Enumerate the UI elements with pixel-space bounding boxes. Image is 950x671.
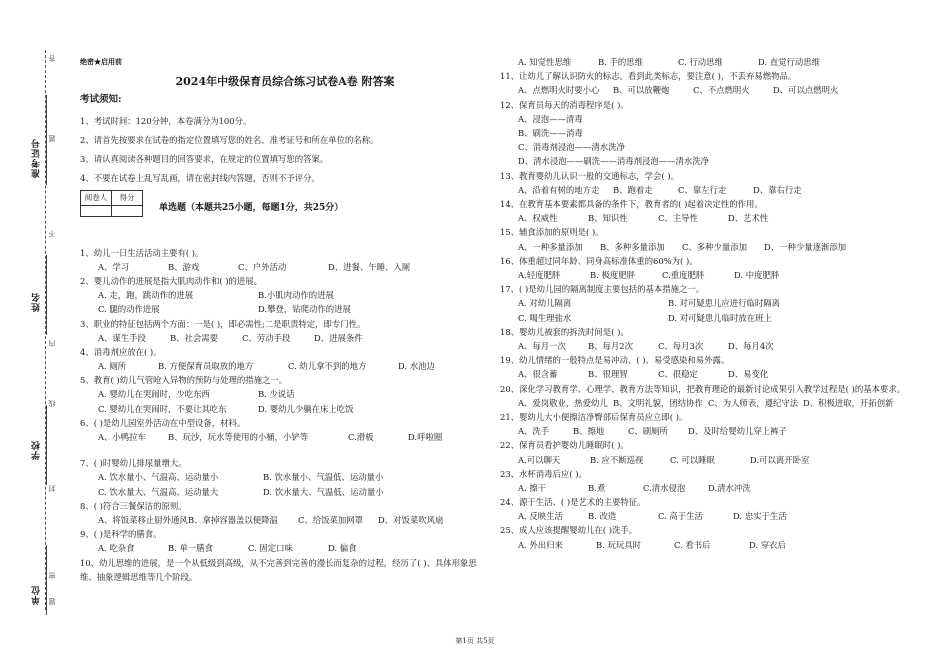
score-cell[interactable] bbox=[112, 206, 143, 217]
option-row bbox=[80, 513, 490, 527]
answer-option[interactable]: C、为人师表，遵纪守法 bbox=[708, 397, 799, 408]
answer-option[interactable]: D、清水浸泡——刷洗——消毒剂浸泡——清水洗净 bbox=[518, 156, 709, 167]
field-label-unit: 单位 bbox=[32, 585, 42, 605]
question-text: 24、源于生活、( )是艺术的主要特征。 bbox=[500, 497, 646, 508]
answer-option[interactable]: B、很理智 bbox=[588, 369, 628, 380]
name-field[interactable] bbox=[46, 255, 57, 335]
answer-option[interactable]: D. 穿衣后 bbox=[749, 539, 786, 550]
question-text: 21、婴幼儿大小便擦洁净臀部后保育员应立即( )。 bbox=[500, 411, 688, 422]
option-row bbox=[500, 367, 920, 381]
option-row bbox=[500, 311, 920, 325]
option-row bbox=[500, 396, 920, 410]
answer-option[interactable]: A. 厕所 bbox=[98, 361, 127, 372]
question-text: 15、辅食添加的原则是( )。 bbox=[500, 227, 604, 238]
question-text: 5、教育( )幼儿气管呛入异物的预防与处理的措施之一。 bbox=[80, 375, 288, 386]
answer-option[interactable]: C. 婴幼儿在哭闹时，不要让其吃东 bbox=[98, 403, 227, 414]
section-title: 单选题（本题共25小题，每题1分，共25分） bbox=[159, 202, 344, 213]
option-row bbox=[80, 302, 490, 316]
answer-option[interactable]: C、刷厕所 bbox=[628, 426, 668, 437]
answer-option[interactable]: C、很稳定 bbox=[658, 369, 698, 380]
question-text: 6、( )是幼儿园室外活动在中型设备，材料。 bbox=[80, 417, 246, 428]
question-text: 11、让幼儿了解认识防火的标志。看到此类标志，要注意( )，不丢弃易燃物品。 bbox=[500, 71, 797, 82]
field-label-exam-id: 准考证号 bbox=[32, 138, 42, 178]
answer-option[interactable]: B、社会需要 bbox=[170, 332, 219, 343]
question-text: 25、成人应该提醒婴幼儿在( )洗手。 bbox=[500, 525, 638, 536]
answer-option[interactable]: D、可以点燃明火 bbox=[773, 85, 839, 96]
question-text: 3、职业的特征包括两个方面：一是( )，即必需性;二是职责特定，即专门性。 bbox=[80, 318, 366, 329]
answer-option[interactable]: C、多种少量添加 bbox=[682, 241, 748, 252]
answer-option[interactable]: D. 婴幼儿少躺在床上吃饭 bbox=[258, 403, 354, 414]
answer-option[interactable]: A、小鸭拉车 bbox=[98, 432, 146, 443]
option-row bbox=[500, 481, 920, 495]
answer-option[interactable]: D. 水池边 bbox=[398, 361, 435, 372]
seal-char: 题 bbox=[48, 135, 56, 142]
question-text: 9、( )是科学的膳食。 bbox=[80, 529, 162, 540]
option-row bbox=[500, 55, 920, 69]
answer-option[interactable]: A. 知觉性思维 bbox=[518, 57, 572, 67]
notice-item: 1、考试时间：120分钟，本卷满分为100分。 bbox=[80, 115, 252, 126]
answer-option[interactable]: C. 可以睡眠 bbox=[670, 454, 715, 465]
question-text: 4、消毒剂应放在( )。 bbox=[80, 346, 162, 357]
option-row bbox=[500, 296, 920, 310]
answer-option[interactable]: A、每月一次 bbox=[518, 340, 566, 351]
answer-option[interactable]: C. 行动思维 bbox=[678, 57, 723, 67]
option-row bbox=[500, 240, 920, 254]
question-text: 22、保育员看护婴幼儿睡眠时( )。 bbox=[500, 440, 629, 451]
answer-option[interactable]: A、一种多量添加 bbox=[518, 241, 583, 252]
option-row bbox=[80, 331, 490, 345]
question-text: 14、在教育基本要素都具备的条件下，教育者的( )起着决定性的作用。 bbox=[500, 198, 763, 209]
answer-option[interactable]: C、主导性 bbox=[658, 213, 698, 224]
answer-option[interactable]: B.煮 bbox=[588, 482, 606, 493]
answer-option[interactable]: D、易变化 bbox=[728, 369, 769, 380]
answer-option[interactable]: A. 反映生活 bbox=[518, 511, 563, 522]
answer-option[interactable]: D. 直觉行动思维 bbox=[758, 57, 820, 67]
answer-option[interactable]: D、靠右行走 bbox=[753, 184, 802, 195]
notice-item: 4、不要在试卷上乱写乱画，请在密封线内答题，否则不予评分。 bbox=[80, 172, 320, 183]
option-row bbox=[80, 359, 490, 373]
seal-char: 封 bbox=[48, 485, 56, 492]
answer-option[interactable]: A、谋生手段 bbox=[98, 332, 146, 343]
question-list bbox=[80, 246, 490, 445]
field-label-name: 姓名 bbox=[32, 292, 42, 312]
answer-option[interactable]: B、多种多量添加 bbox=[600, 241, 665, 252]
answer-option[interactable]: C. 喝生理盐水 bbox=[518, 312, 572, 323]
answer-option[interactable]: A. 擦干 bbox=[518, 482, 547, 493]
left-column bbox=[80, 55, 490, 584]
option-row bbox=[500, 183, 920, 197]
answer-option[interactable]: A.可以聊天 bbox=[518, 454, 561, 465]
option-row bbox=[500, 424, 920, 438]
answer-option[interactable]: D、进展条件 bbox=[314, 332, 363, 343]
question-text: 18、婴幼儿被套的拆洗时间是( )。 bbox=[500, 326, 629, 337]
answer-option[interactable]: D、进餐、午睡、入厕 bbox=[328, 261, 411, 272]
answer-option[interactable]: D. 中度肥胖 bbox=[734, 269, 780, 280]
answer-option[interactable]: B. 单一膳食 bbox=[168, 543, 213, 554]
option-row bbox=[500, 83, 920, 97]
answer-option[interactable]: B、可以放鞭炮 bbox=[613, 85, 670, 96]
grader-cell[interactable] bbox=[81, 206, 112, 217]
answer-option[interactable]: B、刷洗——消毒 bbox=[518, 127, 583, 138]
answer-option[interactable]: D、艺术性 bbox=[728, 213, 769, 224]
answer-option[interactable]: D、一种少量逐渐添加 bbox=[764, 241, 847, 252]
answer-option[interactable]: D.可以离开卧室 bbox=[750, 454, 810, 465]
answer-option[interactable]: D、对饭菜吹风扇 bbox=[378, 514, 444, 525]
answer-option[interactable]: B. 少说话 bbox=[258, 389, 295, 400]
notice-item: 3、请认真阅读各种题目的回答要求，在规定的位置填写您的答案。 bbox=[80, 153, 329, 164]
answer-option[interactable]: B. 改造 bbox=[588, 511, 617, 522]
answer-option[interactable]: A、很含蓄 bbox=[518, 369, 558, 380]
answer-option[interactable]: A、洗手 bbox=[518, 426, 550, 437]
answer-option[interactable]: B、文明礼貌，团结协作 bbox=[613, 397, 703, 408]
question-text: 20、深化学习教育学、心理学、教育方法等知识，把教育理论的最新讨论成果引入教学过程是( )的基本要求。 bbox=[500, 383, 906, 394]
right-column bbox=[500, 55, 920, 552]
question-text: 7、( )时婴幼儿排尿量增大。 bbox=[80, 458, 187, 469]
option-row bbox=[80, 288, 490, 302]
answer-option[interactable]: B. 手的思维 bbox=[598, 57, 643, 67]
option-row bbox=[80, 485, 490, 499]
answer-option[interactable]: C、户外活动 bbox=[238, 261, 287, 272]
option-row bbox=[500, 453, 920, 467]
secret-mark: 绝密★启用前 bbox=[80, 57, 122, 66]
answer-option[interactable]: B. 方便保育员取放的地方 bbox=[158, 361, 254, 372]
answer-option[interactable]: B. 玩玩具时 bbox=[596, 539, 641, 550]
answer-option[interactable]: C.清水侵泡 bbox=[643, 482, 686, 493]
question-text: 19、幼儿情绪的一般特点是易冲动、( )、易受感染和易外露。 bbox=[500, 355, 730, 366]
answer-option[interactable]: D、及时给婴幼儿穿上裤子 bbox=[688, 426, 787, 437]
answer-option[interactable]: D. 对可疑患儿临时放在班上 bbox=[668, 312, 772, 323]
option-row bbox=[500, 268, 920, 282]
score-box bbox=[80, 192, 490, 216]
answer-option[interactable]: A、爱岗敬业，热爱幼儿 bbox=[518, 397, 608, 408]
page-number: 第1页 共5页 bbox=[455, 637, 495, 645]
question-text: 12、保育员每天的消毒程序是( )。 bbox=[500, 99, 629, 110]
answer-option[interactable]: C. 腿的动作进展 bbox=[98, 304, 160, 315]
answer-option[interactable]: C. 高于生活 bbox=[658, 511, 703, 522]
seal-char: 答 bbox=[48, 55, 56, 62]
answer-option[interactable]: C. 看书后 bbox=[674, 539, 711, 550]
option-row bbox=[80, 470, 490, 484]
option-row bbox=[500, 211, 920, 225]
question-text: 2、婴儿动作的进展是指大肌肉动作和( )的进展。 bbox=[80, 275, 263, 286]
question-text: 10、幼儿思维的进展，是一个从低级到高级，从不完善到完善的漫长而复杂的过程，经历了( )、具体形象思维、抽象逻辑思维等几个阶段。 bbox=[80, 557, 477, 582]
question-text: 13、教育婴幼儿认识一般的交通标志，学会( )。 bbox=[500, 170, 679, 181]
answer-option[interactable]: B. 对可疑患儿应进行临时隔离 bbox=[668, 298, 780, 309]
answer-option[interactable]: A、将饭菜移止厨外通风 bbox=[98, 514, 188, 525]
answer-option[interactable]: B. 应不断巡视 bbox=[590, 454, 644, 465]
option-row bbox=[500, 509, 920, 523]
seal-char: 内 bbox=[48, 340, 56, 347]
answer-option[interactable]: D.清水冲洗 bbox=[708, 482, 751, 493]
seal-char: 密 bbox=[48, 572, 56, 579]
answer-option[interactable]: D、积极进取，开拓创新 bbox=[803, 397, 894, 408]
answer-option[interactable]: B.小肌肉动作的进展 bbox=[258, 290, 334, 301]
answer-option[interactable]: B、游戏 bbox=[168, 261, 200, 272]
notice-title: 考试须知: bbox=[80, 94, 122, 106]
answer-option[interactable]: A、学习 bbox=[98, 261, 130, 272]
answer-option[interactable]: C、给饭菜加网罩 bbox=[298, 514, 364, 525]
answer-option[interactable]: B、玩沙，玩水等使用的小桶，小铲等 bbox=[168, 432, 309, 443]
answer-option[interactable]: A. 对幼儿隔离 bbox=[518, 298, 572, 309]
answer-option[interactable]: C、靠左行走 bbox=[678, 184, 727, 195]
answer-option[interactable]: C.重度肥胖 bbox=[662, 269, 705, 280]
answer-option[interactable]: D.攀登，钻爬动作的进展 bbox=[258, 304, 351, 315]
answer-option[interactable]: A. 婴幼儿在哭闹时，少吃东西 bbox=[98, 389, 210, 400]
answer-option[interactable]: A. 走，跑，跳动作的进展 bbox=[98, 290, 194, 301]
option-row bbox=[500, 538, 920, 552]
answer-option[interactable]: B、拿掉容器盖以便降温 bbox=[188, 514, 278, 525]
option-row bbox=[80, 430, 490, 444]
answer-option[interactable]: C. 饮水量大、气温高、运动量大 bbox=[98, 486, 219, 497]
answer-option[interactable]: C、消毒剂浸泡——清水洗净 bbox=[518, 142, 625, 153]
answer-option[interactable]: C.滑板 bbox=[348, 432, 374, 443]
score-header-score: 得分 bbox=[112, 191, 143, 206]
option-row bbox=[80, 387, 490, 401]
exam-title: 2024年中级保育员综合练习试卷A卷 附答案 bbox=[175, 75, 395, 89]
seal-char: 题 bbox=[48, 598, 56, 605]
question-list bbox=[80, 456, 490, 555]
option-row bbox=[80, 402, 490, 416]
answer-option[interactable]: B、擦地 bbox=[573, 426, 605, 437]
option-row bbox=[80, 541, 490, 555]
answer-option[interactable]: D. 饮水量大、气温低、运动量小 bbox=[263, 486, 384, 497]
answer-option[interactable]: C. 固定口味 bbox=[248, 543, 293, 554]
option-row bbox=[500, 339, 920, 353]
question-text: 1、幼儿一日生活活动主要有( )。 bbox=[80, 247, 204, 258]
answer-option[interactable]: C. 幼儿拿不到的地方 bbox=[288, 361, 367, 372]
answer-option[interactable]: C、每月3次 bbox=[658, 340, 704, 351]
answer-option[interactable]: C、不点燃明火 bbox=[693, 85, 750, 96]
answer-option[interactable]: B. 饮水量小、气温低、运动量小 bbox=[263, 472, 384, 483]
score-table bbox=[80, 190, 143, 217]
seal-char: 不 bbox=[48, 230, 56, 237]
answer-option[interactable]: A、浸泡——清毒 bbox=[518, 113, 583, 124]
seal-char: 线 bbox=[48, 400, 56, 407]
answer-option[interactable]: D. 忠实于生活 bbox=[733, 511, 787, 522]
notice-item: 2、请首先按要求在试卷的指定位置填写您的姓名、准考证号和所在单位的名称。 bbox=[80, 134, 379, 145]
question-text: 16、体重超过同年龄、同身高标准体重的60%为( )。 bbox=[500, 255, 698, 266]
answer-option[interactable]: A、点燃明火时要小心 bbox=[518, 85, 600, 96]
question-text: 8、( )符合三餐保洁的原则。 bbox=[80, 500, 187, 511]
answer-option[interactable]: B. 极度肥胖 bbox=[590, 269, 635, 280]
answer-option[interactable]: A. 外出归来 bbox=[518, 539, 563, 550]
answer-option[interactable]: D、每月4次 bbox=[728, 340, 774, 351]
answer-option[interactable]: A. 吃杂食 bbox=[98, 543, 135, 554]
question-text: 17、( )是幼儿园的隔离制度主要包括的基本措施之一。 bbox=[500, 284, 705, 295]
answer-option[interactable]: A.轻度肥胖 bbox=[518, 269, 561, 280]
field-label-school: 学校 bbox=[32, 440, 42, 460]
answer-option[interactable]: D. 偏食 bbox=[328, 543, 357, 554]
answer-option[interactable]: A、沿着有树的地方走 bbox=[518, 184, 600, 195]
answer-option[interactable]: B、知识性 bbox=[588, 213, 628, 224]
answer-option[interactable]: A. 饮水量小、气温高、运动量小 bbox=[98, 472, 219, 483]
answer-option[interactable]: C、劳动手段 bbox=[242, 332, 291, 343]
option-row bbox=[80, 260, 490, 274]
school-field[interactable] bbox=[46, 405, 57, 485]
answer-option[interactable]: B、跑着走 bbox=[613, 184, 653, 195]
answer-option[interactable]: A、权威性 bbox=[518, 213, 558, 224]
answer-option[interactable]: B、每月2次 bbox=[588, 340, 633, 351]
score-header-grader: 阅卷人 bbox=[81, 191, 112, 206]
question-text: 23、水杯消毒后应( )。 bbox=[500, 468, 587, 479]
answer-option[interactable]: D.呼啦圈 bbox=[408, 432, 443, 443]
